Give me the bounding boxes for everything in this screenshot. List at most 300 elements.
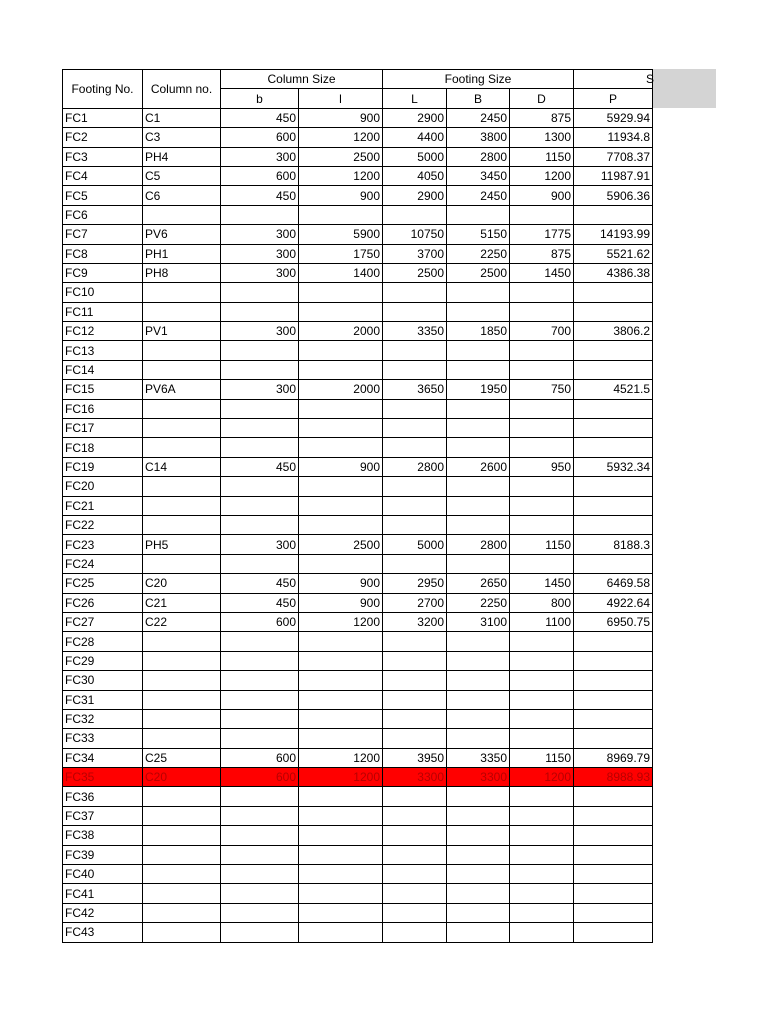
cell-col-D[interactable] bbox=[510, 709, 574, 728]
cell-col-D[interactable] bbox=[510, 419, 574, 438]
cell-col-l[interactable] bbox=[299, 729, 383, 748]
cell-footing-no[interactable]: FC8 bbox=[63, 244, 143, 263]
cell-col-P[interactable] bbox=[574, 709, 653, 728]
cell-col-P[interactable]: 4386.38 bbox=[574, 263, 653, 282]
cell-column-no[interactable] bbox=[143, 302, 221, 321]
cell-col-B[interactable]: 3800 bbox=[447, 128, 510, 147]
cell-col-B[interactable]: 3300 bbox=[447, 768, 510, 787]
header-column-size[interactable]: Column Size bbox=[221, 70, 383, 89]
cell-col-L[interactable] bbox=[383, 283, 447, 302]
cell-column-no[interactable]: C21 bbox=[143, 593, 221, 612]
cell-col-B[interactable]: 2250 bbox=[447, 244, 510, 263]
cell-col-l[interactable] bbox=[299, 690, 383, 709]
cell-col-B[interactable]: 2800 bbox=[447, 147, 510, 166]
cell-footing-no[interactable]: FC29 bbox=[63, 651, 143, 670]
cell-column-no[interactable]: PV6 bbox=[143, 225, 221, 244]
cell-col-D[interactable] bbox=[510, 787, 574, 806]
cell-col-L[interactable] bbox=[383, 496, 447, 515]
cell-column-no[interactable] bbox=[143, 438, 221, 457]
cell-col-P[interactable] bbox=[574, 884, 653, 903]
cell-col-b[interactable] bbox=[221, 651, 299, 670]
cell-col-D[interactable]: 950 bbox=[510, 457, 574, 476]
cell-col-D[interactable] bbox=[510, 399, 574, 418]
cell-col-B[interactable] bbox=[447, 806, 510, 825]
cell-col-L[interactable]: 2900 bbox=[383, 108, 447, 127]
cell-col-P[interactable]: 5932.34 bbox=[574, 457, 653, 476]
cell-footing-no[interactable]: FC20 bbox=[63, 477, 143, 496]
cell-column-no[interactable] bbox=[143, 884, 221, 903]
cell-col-b[interactable] bbox=[221, 341, 299, 360]
cell-column-no[interactable] bbox=[143, 419, 221, 438]
cell-col-l[interactable]: 1750 bbox=[299, 244, 383, 263]
cell-col-b[interactable]: 300 bbox=[221, 322, 299, 341]
cell-col-P[interactable]: 11987.91 bbox=[574, 166, 653, 185]
cell-col-L[interactable]: 3200 bbox=[383, 612, 447, 631]
cell-col-b[interactable]: 300 bbox=[221, 263, 299, 282]
cell-footing-no[interactable]: FC32 bbox=[63, 709, 143, 728]
cell-col-l[interactable]: 900 bbox=[299, 457, 383, 476]
cell-footing-no[interactable]: FC30 bbox=[63, 671, 143, 690]
cell-col-B[interactable] bbox=[447, 826, 510, 845]
cell-col-B[interactable] bbox=[447, 399, 510, 418]
cell-footing-no[interactable]: FC41 bbox=[63, 884, 143, 903]
cell-column-no[interactable] bbox=[143, 845, 221, 864]
cell-col-D[interactable] bbox=[510, 903, 574, 922]
cell-col-L[interactable] bbox=[383, 341, 447, 360]
cell-footing-no[interactable]: FC6 bbox=[63, 205, 143, 224]
cell-col-L[interactable] bbox=[383, 671, 447, 690]
cell-col-B[interactable]: 2650 bbox=[447, 574, 510, 593]
cell-col-P[interactable] bbox=[574, 496, 653, 515]
cell-col-b[interactable] bbox=[221, 884, 299, 903]
cell-col-L[interactable] bbox=[383, 651, 447, 670]
cell-col-B[interactable] bbox=[447, 845, 510, 864]
cell-column-no[interactable]: PH4 bbox=[143, 147, 221, 166]
cell-col-D[interactable]: 875 bbox=[510, 108, 574, 127]
cell-col-b[interactable]: 600 bbox=[221, 128, 299, 147]
header-col-L[interactable]: L bbox=[383, 89, 447, 108]
cell-col-D[interactable] bbox=[510, 496, 574, 515]
cell-col-l[interactable]: 1200 bbox=[299, 128, 383, 147]
cell-column-no[interactable]: C1 bbox=[143, 108, 221, 127]
cell-footing-no[interactable]: FC5 bbox=[63, 186, 143, 205]
cell-column-no[interactable]: C20 bbox=[143, 574, 221, 593]
cell-column-no[interactable] bbox=[143, 923, 221, 942]
cell-col-b[interactable] bbox=[221, 826, 299, 845]
cell-col-D[interactable]: 1100 bbox=[510, 612, 574, 631]
cell-col-D[interactable]: 1450 bbox=[510, 574, 574, 593]
cell-col-B[interactable]: 1950 bbox=[447, 380, 510, 399]
cell-col-B[interactable]: 2450 bbox=[447, 186, 510, 205]
cell-col-B[interactable] bbox=[447, 729, 510, 748]
cell-col-B[interactable]: 2500 bbox=[447, 263, 510, 282]
cell-footing-no[interactable]: FC10 bbox=[63, 283, 143, 302]
cell-col-B[interactable] bbox=[447, 419, 510, 438]
cell-col-l[interactable]: 900 bbox=[299, 574, 383, 593]
cell-col-l[interactable] bbox=[299, 515, 383, 534]
cell-col-L[interactable] bbox=[383, 632, 447, 651]
cell-column-no[interactable]: PV1 bbox=[143, 322, 221, 341]
cell-col-L[interactable]: 3700 bbox=[383, 244, 447, 263]
cell-footing-no[interactable]: FC14 bbox=[63, 360, 143, 379]
cell-footing-no[interactable]: FC34 bbox=[63, 748, 143, 767]
cell-col-L[interactable]: 3300 bbox=[383, 768, 447, 787]
cell-col-b[interactable] bbox=[221, 302, 299, 321]
cell-col-P[interactable]: 7708.37 bbox=[574, 147, 653, 166]
cell-column-no[interactable] bbox=[143, 399, 221, 418]
cell-col-P[interactable] bbox=[574, 903, 653, 922]
cell-col-P[interactable] bbox=[574, 283, 653, 302]
cell-column-no[interactable] bbox=[143, 903, 221, 922]
cell-col-P[interactable] bbox=[574, 554, 653, 573]
cell-col-L[interactable]: 2800 bbox=[383, 457, 447, 476]
cell-col-b[interactable] bbox=[221, 671, 299, 690]
cell-col-l[interactable] bbox=[299, 884, 383, 903]
cell-col-b[interactable] bbox=[221, 554, 299, 573]
cell-col-l[interactable] bbox=[299, 399, 383, 418]
cell-col-L[interactable] bbox=[383, 787, 447, 806]
cell-col-P[interactable]: 6469.58 bbox=[574, 574, 653, 593]
cell-col-D[interactable]: 1150 bbox=[510, 535, 574, 554]
cell-col-D[interactable] bbox=[510, 632, 574, 651]
cell-col-l[interactable] bbox=[299, 709, 383, 728]
cell-col-L[interactable] bbox=[383, 302, 447, 321]
cell-col-b[interactable] bbox=[221, 419, 299, 438]
cell-col-B[interactable] bbox=[447, 360, 510, 379]
cell-col-D[interactable] bbox=[510, 671, 574, 690]
cell-col-L[interactable] bbox=[383, 806, 447, 825]
header-footing-no[interactable]: Footing No. bbox=[63, 70, 143, 109]
cell-footing-no[interactable]: FC38 bbox=[63, 826, 143, 845]
header-col-b[interactable]: b bbox=[221, 89, 299, 108]
cell-col-B[interactable]: 3100 bbox=[447, 612, 510, 631]
cell-footing-no[interactable]: FC39 bbox=[63, 845, 143, 864]
cell-col-b[interactable] bbox=[221, 690, 299, 709]
cell-col-P[interactable] bbox=[574, 845, 653, 864]
cell-col-b[interactable] bbox=[221, 845, 299, 864]
cell-column-no[interactable] bbox=[143, 671, 221, 690]
cell-column-no[interactable]: C5 bbox=[143, 166, 221, 185]
cell-col-b[interactable] bbox=[221, 515, 299, 534]
cell-col-P[interactable] bbox=[574, 302, 653, 321]
cell-col-L[interactable]: 3650 bbox=[383, 380, 447, 399]
cell-col-P[interactable]: 3806.2 bbox=[574, 322, 653, 341]
header-col-B[interactable]: B bbox=[447, 89, 510, 108]
cell-col-b[interactable] bbox=[221, 787, 299, 806]
cell-column-no[interactable] bbox=[143, 787, 221, 806]
cell-col-L[interactable] bbox=[383, 554, 447, 573]
cell-col-D[interactable] bbox=[510, 806, 574, 825]
cell-col-D[interactable]: 700 bbox=[510, 322, 574, 341]
cell-col-D[interactable]: 1775 bbox=[510, 225, 574, 244]
cell-col-P[interactable]: 5521.62 bbox=[574, 244, 653, 263]
cell-column-no[interactable]: C20 bbox=[143, 768, 221, 787]
cell-col-b[interactable] bbox=[221, 399, 299, 418]
cell-col-P[interactable] bbox=[574, 826, 653, 845]
cell-column-no[interactable]: PH1 bbox=[143, 244, 221, 263]
cell-column-no[interactable]: C6 bbox=[143, 186, 221, 205]
cell-col-B[interactable] bbox=[447, 302, 510, 321]
cell-col-B[interactable] bbox=[447, 651, 510, 670]
cell-col-B[interactable]: 2450 bbox=[447, 108, 510, 127]
cell-col-B[interactable]: 5150 bbox=[447, 225, 510, 244]
cell-column-no[interactable] bbox=[143, 477, 221, 496]
cell-col-b[interactable] bbox=[221, 806, 299, 825]
cell-col-P[interactable]: 4922.64 bbox=[574, 593, 653, 612]
cell-col-P[interactable]: 11934.8 bbox=[574, 128, 653, 147]
cell-col-D[interactable]: 1200 bbox=[510, 768, 574, 787]
cell-col-L[interactable] bbox=[383, 419, 447, 438]
cell-column-no[interactable]: C14 bbox=[143, 457, 221, 476]
cell-col-D[interactable]: 1150 bbox=[510, 748, 574, 767]
cell-col-L[interactable] bbox=[383, 438, 447, 457]
cell-col-L[interactable] bbox=[383, 515, 447, 534]
cell-column-no[interactable] bbox=[143, 709, 221, 728]
cell-footing-no[interactable]: FC28 bbox=[63, 632, 143, 651]
cell-col-L[interactable]: 4050 bbox=[383, 166, 447, 185]
cell-col-b[interactable]: 300 bbox=[221, 244, 299, 263]
cell-col-D[interactable] bbox=[510, 283, 574, 302]
cell-col-B[interactable]: 2250 bbox=[447, 593, 510, 612]
cell-col-P[interactable] bbox=[574, 438, 653, 457]
cell-col-b[interactable] bbox=[221, 360, 299, 379]
cell-col-B[interactable]: 1850 bbox=[447, 322, 510, 341]
cell-col-l[interactable]: 1200 bbox=[299, 166, 383, 185]
cell-col-b[interactable]: 450 bbox=[221, 186, 299, 205]
cell-col-L[interactable] bbox=[383, 729, 447, 748]
cell-col-P[interactable] bbox=[574, 419, 653, 438]
cell-col-b[interactable] bbox=[221, 496, 299, 515]
cell-col-l[interactable] bbox=[299, 360, 383, 379]
cell-col-P[interactable] bbox=[574, 632, 653, 651]
cell-col-L[interactable]: 2500 bbox=[383, 263, 447, 282]
cell-col-D[interactable]: 1200 bbox=[510, 166, 574, 185]
cell-col-L[interactable] bbox=[383, 865, 447, 884]
cell-column-no[interactable] bbox=[143, 806, 221, 825]
cell-col-b[interactable]: 450 bbox=[221, 457, 299, 476]
cell-col-D[interactable] bbox=[510, 845, 574, 864]
cell-col-B[interactable] bbox=[447, 923, 510, 942]
cell-col-B[interactable] bbox=[447, 438, 510, 457]
cell-col-l[interactable] bbox=[299, 302, 383, 321]
cell-col-L[interactable] bbox=[383, 360, 447, 379]
cell-col-D[interactable] bbox=[510, 884, 574, 903]
cell-col-l[interactable]: 900 bbox=[299, 593, 383, 612]
cell-col-L[interactable] bbox=[383, 709, 447, 728]
cell-col-l[interactable] bbox=[299, 205, 383, 224]
cell-col-L[interactable] bbox=[383, 477, 447, 496]
cell-col-P[interactable]: 8969.79 bbox=[574, 748, 653, 767]
cell-col-B[interactable] bbox=[447, 903, 510, 922]
cell-footing-no[interactable]: FC36 bbox=[63, 787, 143, 806]
cell-col-l[interactable]: 1200 bbox=[299, 768, 383, 787]
cell-col-b[interactable] bbox=[221, 729, 299, 748]
cell-col-B[interactable] bbox=[447, 632, 510, 651]
cell-col-B[interactable] bbox=[447, 341, 510, 360]
cell-footing-no[interactable]: FC3 bbox=[63, 147, 143, 166]
cell-footing-no[interactable]: FC1 bbox=[63, 108, 143, 127]
cell-col-P[interactable] bbox=[574, 399, 653, 418]
cell-column-no[interactable] bbox=[143, 690, 221, 709]
cell-footing-no[interactable]: FC24 bbox=[63, 554, 143, 573]
cell-col-B[interactable] bbox=[447, 865, 510, 884]
cell-col-D[interactable] bbox=[510, 477, 574, 496]
cell-col-l[interactable] bbox=[299, 496, 383, 515]
cell-column-no[interactable]: PH8 bbox=[143, 263, 221, 282]
cell-footing-no[interactable]: FC27 bbox=[63, 612, 143, 631]
cell-col-l[interactable] bbox=[299, 283, 383, 302]
cell-footing-no[interactable]: FC23 bbox=[63, 535, 143, 554]
cell-col-b[interactable] bbox=[221, 709, 299, 728]
cell-col-l[interactable] bbox=[299, 903, 383, 922]
cell-col-b[interactable] bbox=[221, 865, 299, 884]
cell-col-b[interactable]: 600 bbox=[221, 748, 299, 767]
cell-col-B[interactable] bbox=[447, 671, 510, 690]
cell-col-b[interactable]: 300 bbox=[221, 380, 299, 399]
cell-col-l[interactable] bbox=[299, 651, 383, 670]
cell-col-l[interactable]: 1200 bbox=[299, 612, 383, 631]
cell-col-l[interactable]: 5900 bbox=[299, 225, 383, 244]
cell-col-B[interactable]: 2800 bbox=[447, 535, 510, 554]
cell-col-l[interactable]: 2500 bbox=[299, 535, 383, 554]
cell-col-L[interactable]: 3950 bbox=[383, 748, 447, 767]
cell-col-l[interactable] bbox=[299, 438, 383, 457]
cell-col-D[interactable] bbox=[510, 360, 574, 379]
cell-column-no[interactable] bbox=[143, 515, 221, 534]
cell-footing-no[interactable]: FC18 bbox=[63, 438, 143, 457]
header-col-D[interactable]: D bbox=[510, 89, 574, 108]
cell-col-L[interactable]: 10750 bbox=[383, 225, 447, 244]
cell-col-l[interactable]: 900 bbox=[299, 186, 383, 205]
cell-col-D[interactable] bbox=[510, 651, 574, 670]
cell-col-D[interactable] bbox=[510, 438, 574, 457]
cell-col-l[interactable]: 1200 bbox=[299, 748, 383, 767]
cell-col-L[interactable] bbox=[383, 884, 447, 903]
cell-col-L[interactable] bbox=[383, 903, 447, 922]
cell-col-B[interactable]: 3350 bbox=[447, 748, 510, 767]
header-column-no[interactable]: Column no. bbox=[143, 70, 221, 109]
cell-footing-no[interactable]: FC43 bbox=[63, 923, 143, 942]
cell-column-no[interactable] bbox=[143, 632, 221, 651]
cell-col-P[interactable] bbox=[574, 923, 653, 942]
cell-footing-no[interactable]: FC42 bbox=[63, 903, 143, 922]
cell-col-b[interactable]: 300 bbox=[221, 225, 299, 244]
cell-footing-no[interactable]: FC15 bbox=[63, 380, 143, 399]
cell-footing-no[interactable]: FC9 bbox=[63, 263, 143, 282]
cell-col-D[interactable]: 1450 bbox=[510, 263, 574, 282]
cell-column-no[interactable] bbox=[143, 360, 221, 379]
cell-column-no[interactable] bbox=[143, 341, 221, 360]
cell-col-P[interactable] bbox=[574, 360, 653, 379]
cell-col-b[interactable] bbox=[221, 923, 299, 942]
cell-col-P[interactable] bbox=[574, 515, 653, 534]
header-footing-size[interactable]: Footing Size bbox=[383, 70, 574, 89]
cell-col-b[interactable] bbox=[221, 205, 299, 224]
cell-col-l[interactable] bbox=[299, 419, 383, 438]
cell-col-D[interactable]: 800 bbox=[510, 593, 574, 612]
cell-col-b[interactable] bbox=[221, 283, 299, 302]
cell-col-b[interactable]: 600 bbox=[221, 612, 299, 631]
cell-col-P[interactable]: 14193.99 bbox=[574, 225, 653, 244]
cell-col-P[interactable] bbox=[574, 205, 653, 224]
cell-col-D[interactable] bbox=[510, 554, 574, 573]
cell-col-P[interactable] bbox=[574, 690, 653, 709]
cell-col-B[interactable]: 3450 bbox=[447, 166, 510, 185]
cell-col-B[interactable] bbox=[447, 205, 510, 224]
cell-footing-no[interactable]: FC37 bbox=[63, 806, 143, 825]
cell-footing-no[interactable]: FC12 bbox=[63, 322, 143, 341]
cell-col-D[interactable]: 1300 bbox=[510, 128, 574, 147]
cell-col-L[interactable]: 4400 bbox=[383, 128, 447, 147]
cell-col-l[interactable]: 1400 bbox=[299, 263, 383, 282]
cell-footing-no[interactable]: FC33 bbox=[63, 729, 143, 748]
cell-col-B[interactable] bbox=[447, 554, 510, 573]
cell-column-no[interactable] bbox=[143, 496, 221, 515]
cell-col-b[interactable]: 300 bbox=[221, 147, 299, 166]
cell-col-l[interactable] bbox=[299, 806, 383, 825]
cell-footing-no[interactable]: FC35 bbox=[63, 768, 143, 787]
cell-col-B[interactable] bbox=[447, 283, 510, 302]
cell-col-P[interactable] bbox=[574, 787, 653, 806]
cell-column-no[interactable]: PV6A bbox=[143, 380, 221, 399]
cell-column-no[interactable]: C22 bbox=[143, 612, 221, 631]
cell-col-P[interactable] bbox=[574, 865, 653, 884]
cell-footing-no[interactable]: FC19 bbox=[63, 457, 143, 476]
cell-footing-no[interactable]: FC11 bbox=[63, 302, 143, 321]
cell-column-no[interactable] bbox=[143, 651, 221, 670]
cell-column-no[interactable] bbox=[143, 283, 221, 302]
cell-col-l[interactable]: 2500 bbox=[299, 147, 383, 166]
cell-col-P[interactable] bbox=[574, 806, 653, 825]
cell-col-L[interactable]: 5000 bbox=[383, 535, 447, 554]
cell-col-D[interactable] bbox=[510, 826, 574, 845]
cell-col-D[interactable] bbox=[510, 205, 574, 224]
cell-col-l[interactable]: 2000 bbox=[299, 322, 383, 341]
cell-col-L[interactable]: 2700 bbox=[383, 593, 447, 612]
cell-col-L[interactable]: 2900 bbox=[383, 186, 447, 205]
cell-footing-no[interactable]: FC21 bbox=[63, 496, 143, 515]
cell-column-no[interactable] bbox=[143, 205, 221, 224]
cell-col-B[interactable] bbox=[447, 515, 510, 534]
cell-footing-no[interactable]: FC31 bbox=[63, 690, 143, 709]
cell-col-l[interactable] bbox=[299, 787, 383, 806]
cell-col-D[interactable] bbox=[510, 515, 574, 534]
cell-col-D[interactable]: 1150 bbox=[510, 147, 574, 166]
cell-col-P[interactable]: 6950.75 bbox=[574, 612, 653, 631]
cell-footing-no[interactable]: FC22 bbox=[63, 515, 143, 534]
cell-col-D[interactable]: 750 bbox=[510, 380, 574, 399]
cell-col-P[interactable]: 8188.3 bbox=[574, 535, 653, 554]
cell-col-B[interactable] bbox=[447, 690, 510, 709]
cell-col-b[interactable]: 450 bbox=[221, 574, 299, 593]
cell-col-b[interactable] bbox=[221, 477, 299, 496]
cell-col-L[interactable] bbox=[383, 399, 447, 418]
cell-column-no[interactable]: C25 bbox=[143, 748, 221, 767]
cell-col-l[interactable]: 900 bbox=[299, 108, 383, 127]
header-col-l[interactable]: l bbox=[299, 89, 383, 108]
cell-col-L[interactable]: 2950 bbox=[383, 574, 447, 593]
cell-col-P[interactable] bbox=[574, 671, 653, 690]
cell-col-l[interactable] bbox=[299, 826, 383, 845]
cell-column-no[interactable] bbox=[143, 554, 221, 573]
cell-footing-no[interactable]: FC25 bbox=[63, 574, 143, 593]
cell-footing-no[interactable]: FC2 bbox=[63, 128, 143, 147]
cell-col-L[interactable]: 3350 bbox=[383, 322, 447, 341]
cell-col-L[interactable]: 5000 bbox=[383, 147, 447, 166]
cell-col-B[interactable]: 2600 bbox=[447, 457, 510, 476]
cell-col-B[interactable] bbox=[447, 787, 510, 806]
cell-col-B[interactable] bbox=[447, 709, 510, 728]
